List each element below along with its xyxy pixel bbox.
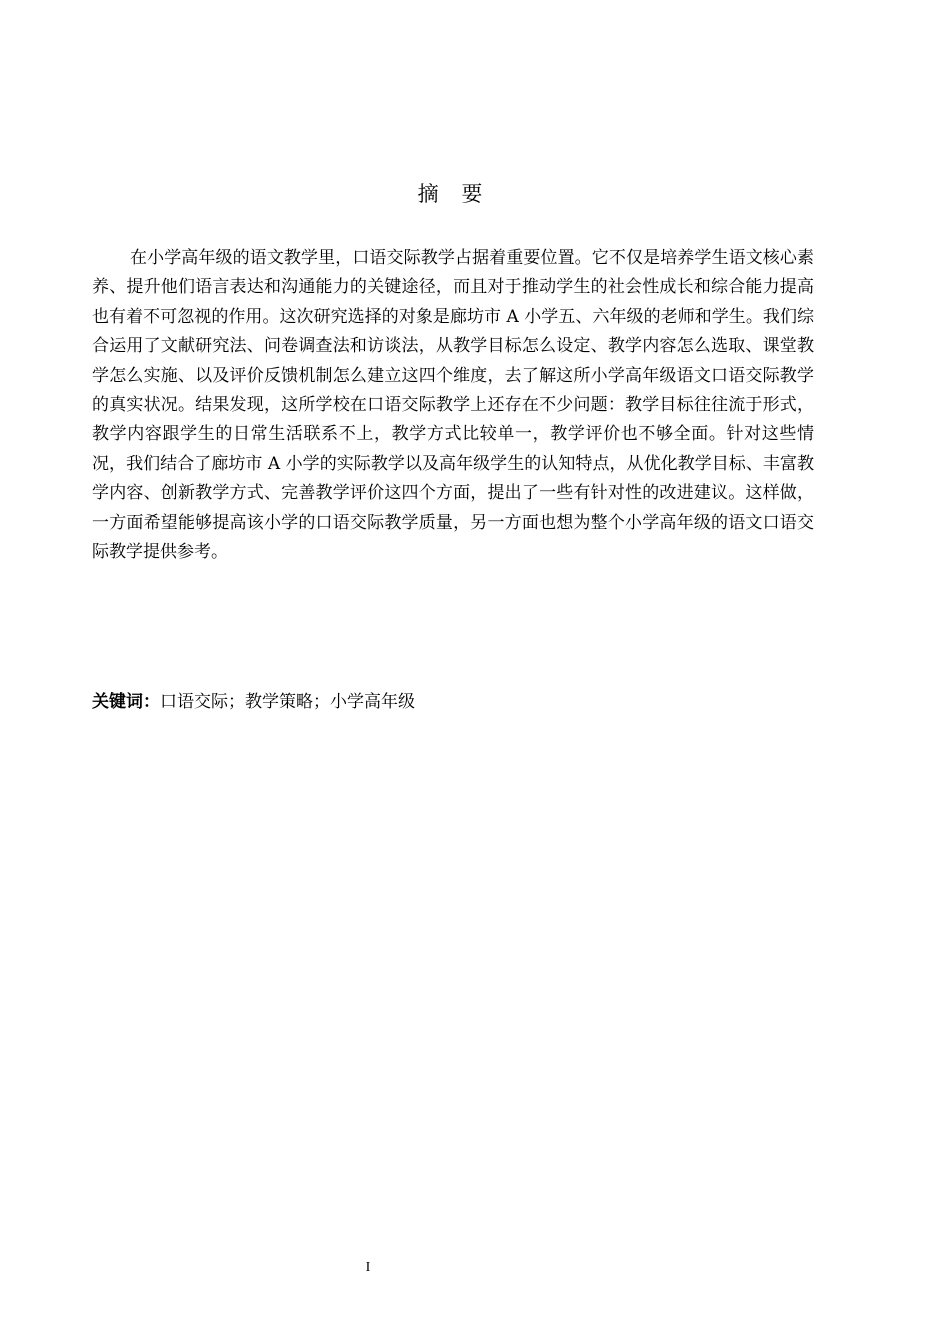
abstract-title: 摘 要 <box>417 182 491 206</box>
keywords-text: 口语交际；教学策略；小学高年级 <box>160 692 415 712</box>
keywords-label: 关键词： <box>92 692 160 712</box>
page-number: I <box>365 1260 371 1275</box>
abstract-paragraph: 在小学高年级的语文教学里，口语交际教学占据着重要位置。它不仅是培养学生语文核心素养、提升他们语言表达和沟通能力的关键途径，而且对于推动学生的社会性成长和综合能力提高也有着不可忽视的作用。这次研究选择的对象是廊坊市 A 小学五、六年级的老师和学生。我们综合运用了文献研究法、问卷调查法和访谈法，从教学目标怎么设定、教学内容怎么选取、课堂教学怎么实施、以及评价反馈机制怎么建立这四个维度，去了解这所小学高年级语文口语交际教学的真实状况。结果发现，这所学校在口语交际教学上还存在不少问题：教学目标往往流于形式，教学内容跟学生的日常生活联系不上，教学方式比较单一，教学评价也不够全面。针对这些情况，我们结合了廊坊市 A 小学的实际教学以及高年级学生的认知特点，从优化教学目标、丰富教学内容、创新教学方式、完善教学评价这四个方面，提出了一些有针对性的改进建议。这样做，一方面希望能够提高该小学的口语交际教学质量，另一方面也想为整个小学高年级的语文口语交际教学提供参考。 <box>92 248 814 563</box>
keywords-line <box>92 688 814 717</box>
